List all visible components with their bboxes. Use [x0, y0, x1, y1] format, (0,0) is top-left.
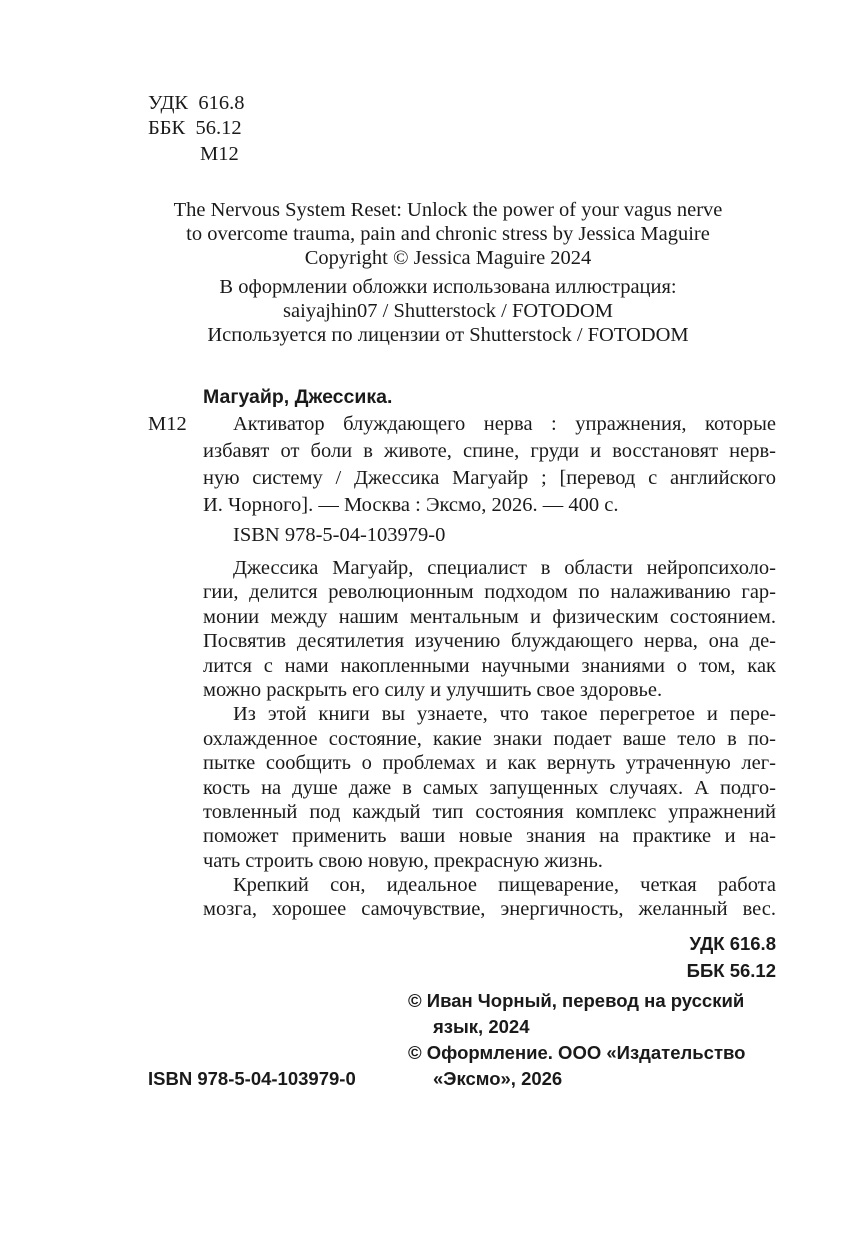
- annotation-line: лится с нами накопленными научными знаниями о том, как: [203, 654, 776, 677]
- copyright-line: © Оформление. ООО «Издательство: [408, 1042, 746, 1063]
- annotation-line: Крепкий сон, идеальное пищеварение, четкая работа: [233, 874, 776, 897]
- annotation: [203, 556, 776, 922]
- catalog-line: избавят от боли в животе, спине, груди и восстановят нерв-: [203, 440, 776, 462]
- bbk-label: ББК: [148, 117, 186, 139]
- original-line: The Nervous System Reset: Unlock the power of your vagus nerve: [173, 199, 723, 221]
- cover-credits: [100, 275, 796, 347]
- credit-line: saiyajhin07 / Shutterstock / FOTODOM: [283, 300, 613, 322]
- annotation-line: пытке сообщить о проблемах и как вернуть утраченную лег-: [203, 752, 776, 775]
- udk-line: [148, 90, 244, 116]
- udk-value: 616.8: [198, 92, 245, 114]
- annotation-line: Посвятив десятилетия изучению блуждающего нерва, она де-: [203, 630, 776, 653]
- credit-line: Используется по лицензии от Shutterstock / FOTODOM: [207, 324, 689, 346]
- udk-label: УДК: [148, 92, 189, 114]
- original-line: to overcome trauma, pain and chronic stress by Jessica Maguire: [186, 223, 710, 245]
- annotation-line: чать строить свою новую, прекрасную жизнь.: [203, 849, 603, 872]
- author-heading: Магуайр, Джессика.: [203, 386, 393, 408]
- annotation-line: охлажденное состояние, какие знаки подает ваше тело в по-: [203, 727, 776, 750]
- annotation-line: Джессика Магуайр, специалист в области нейропсихоло-: [233, 557, 776, 579]
- catalog-line: И. Чорного]. — Москва : Эксмо, 2026. — 400 с.: [203, 494, 619, 516]
- original-edition: [100, 198, 796, 270]
- catalog-line: Активатор блуждающего нерва : упражнения, которые: [233, 413, 776, 435]
- catalog-line: ную систему / Джессика Магуайр ; [перевод с английского: [203, 467, 776, 489]
- copyright-line: Copyright © Jessica Maguire 2024: [304, 247, 592, 269]
- annotation-line: гии, делится революционным подходом по налаживанию гар-: [203, 581, 776, 604]
- annotation-line: Из этой книги вы узнаете, что такое перегретое и пере-: [233, 703, 776, 726]
- bottom-udk: УДК 616.8: [689, 933, 776, 954]
- bbk-line: [148, 115, 242, 141]
- author-sign: М12: [200, 143, 239, 165]
- annotation-line: кость на душе даже в самых запущенных случаях. А подго-: [203, 776, 776, 799]
- copyright-line: © Иван Чорный, перевод на русский: [408, 990, 745, 1011]
- catalog-isbn: ISBN 978-5-04-103979-0: [233, 524, 446, 546]
- credit-line: В оформлении обложки использована иллюстрация:: [219, 276, 677, 298]
- annotation-line: мозга, хорошее самочувствие, энергичность, желанный вес.: [203, 898, 776, 921]
- copyright-line: «Эксмо», 2026: [433, 1068, 563, 1089]
- bottom-bbk: ББК 56.12: [686, 960, 776, 981]
- copyrights: [408, 988, 745, 1092]
- annotation-line: поможет применить ваши новые знания на практике и на-: [203, 825, 776, 848]
- copyright-line: язык, 2024: [433, 1016, 530, 1037]
- annotation-line: монии между нашим ментальным и физическим состоянием.: [203, 605, 776, 628]
- annotation-line: можно раскрыть его силу и улучшить свое здоровье.: [203, 678, 663, 701]
- catalog-sign: М12: [148, 413, 187, 435]
- bbk-value: 56.12: [195, 117, 242, 139]
- annotation-line: товленный под каждый тип состояния комплекс упражнений: [203, 800, 776, 823]
- isbn-bottom: ISBN 978-5-04-103979-0: [148, 1068, 356, 1089]
